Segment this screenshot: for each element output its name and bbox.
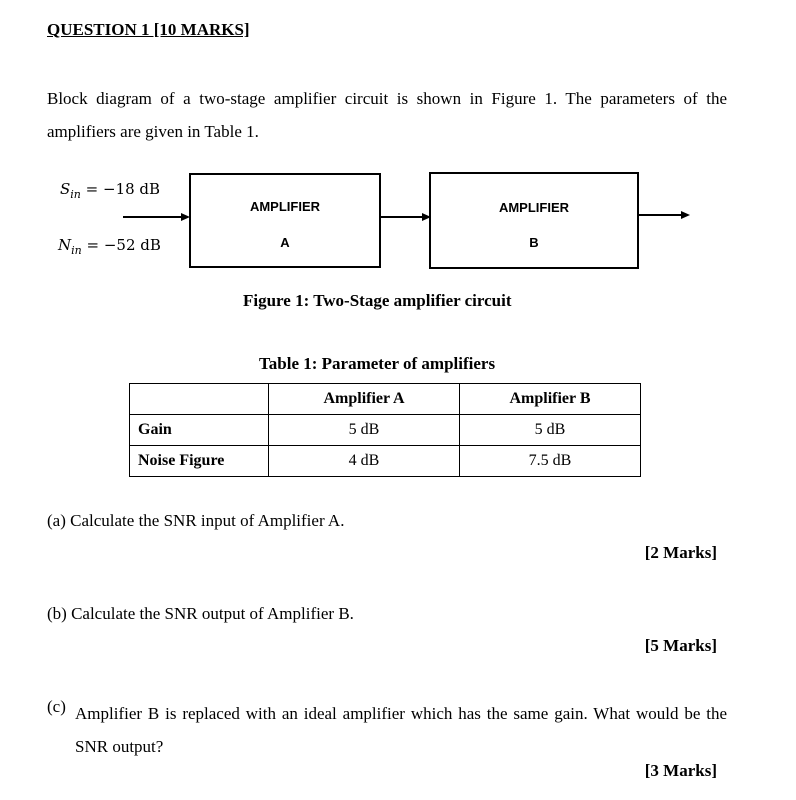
table-row-label: Gain xyxy=(130,415,269,446)
table-cell: 7.5 dB xyxy=(460,446,641,477)
diagram-arrows xyxy=(0,160,796,280)
table-header-amplifier-b: Amplifier B xyxy=(460,384,641,415)
question-b-marks: [5 Marks] xyxy=(644,636,717,655)
amplifier-b-block: AMPLIFIER B xyxy=(429,172,639,269)
table-row xyxy=(130,446,641,477)
signal-input-label: $S_{in} = -18$ dB xyxy=(60,180,161,201)
table-cell: 4 dB xyxy=(269,446,460,477)
question-title: QUESTION 1 [10 MARKS] xyxy=(47,20,250,39)
interstage-arrow xyxy=(379,213,431,221)
amplifier-a-block: AMPLIFIER A xyxy=(189,173,381,268)
intro-paragraph: Block diagram of a two-stage amplifier circuit is shown in Figure 1. The parameters of the amplifiers are given in Table 1. xyxy=(47,89,727,141)
table-header-row xyxy=(130,384,641,415)
question-c: (c) Amplifier B is replaced with an ideal amplifier which has the same gain. What would be the SNR output? xyxy=(47,697,727,756)
output-arrow xyxy=(637,211,690,219)
question-a-marks: [2 Marks] xyxy=(644,543,717,562)
table-row xyxy=(130,415,641,446)
parameter-table xyxy=(129,383,641,477)
table-header-amplifier-a: Amplifier A xyxy=(269,384,460,415)
table-cell: 5 dB xyxy=(269,415,460,446)
question-a: (a) Calculate the SNR input of Amplifier A. xyxy=(47,511,345,530)
table-header-empty xyxy=(130,384,269,415)
table-cell: 5 dB xyxy=(460,415,641,446)
block-diagram xyxy=(0,160,796,280)
table-caption: Table 1: Parameter of amplifiers xyxy=(259,354,496,373)
question-c-marks: [3 Marks] xyxy=(644,761,717,780)
input-arrow xyxy=(123,213,190,221)
question-b: (b) Calculate the SNR output of Amplifier B. xyxy=(47,604,354,623)
figure-caption: Figure 1: Two-Stage amplifier circuit xyxy=(243,291,512,310)
table-row-label: Noise Figure xyxy=(130,446,269,477)
noise-input-label: $N_{in} = -52$ dB xyxy=(58,236,161,257)
